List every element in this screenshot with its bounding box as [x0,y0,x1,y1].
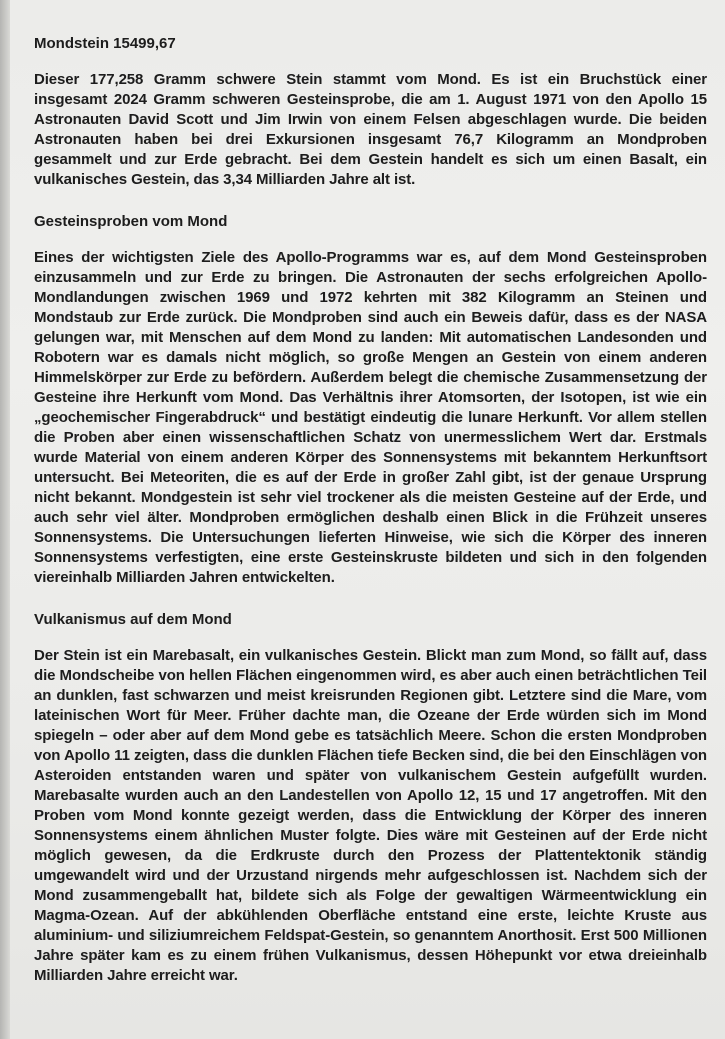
document-title: Mondstein 15499,67 [34,35,176,52]
section-body-vulkanismus: Der Stein ist ein Marebasalt, ein vulkanisches Gestein. Blickt man zum Mond, so fällt auf, dass die Mondscheibe von hellen Flächen eingenommen wird, es aber auch einen beträchtlichen Teil an dunklen, fast schwarzen und meist kreisrunden Regionen gibt. Letztere sind die Mare, vom lateinischen Wort für Meer. Früher dachte man, die Ozeane der Erde würden sich im Mond spiegeln – oder aber auf dem Mond gebe es tatsächlich Meere. Schon die ersten Mondproben von Apollo 11 zeigten, dass die dunklen Flächen tiefe Becken sind, die bei den Einschlägen von Asteroiden entstanden waren und später von vulkanischem Gestein aufgefüllt wurden. Marebasalte wurden auch an den Landestellen von Apollo 12, 15 und 17 angetroffen. Mit den Proben vom Mond konnte gezeigt werden, dass die Entwicklung der Körper des inneren Sonnensystems einem ähnlichen Muster folgte. Dies wäre mit Gesteinen auf der Erde nicht möglich gewesen, da die Erdkruste durch den Prozess der Plattentektonik ständig umgewandelt wird und der Urzustand nirgends mehr aufgeschlossen ist. Nachdem sich der Mond zusammengeballt hat, bildete sich als Folge der gewaltigen Wärmeentwicklung ein Magma-Ozean. Auf der abkühlenden Oberfläche entstand eine erste, leichte Kruste aus aluminium- und siliziumreichem Feldspat-Gestein, so genanntem Anorthosit. Erst 500 Millionen Jahre später kam es zu einem frühen Vulkanismus, dessen Höhepunkt vor etwa dreieinhalb Milliarden Jahre erreicht war. [34,647,707,984]
section-heading-gesteinsproben: Gesteinsproben vom Mond [34,213,228,230]
intro-paragraph: Dieser 177,258 Gramm schwere Stein stammt vom Mond. Es ist ein Bruchstück einer insgesamt 2024 Gramm schweren Gesteinsprobe, die am 1. August 1971 von den Apollo 15 Astronauten David Scott und Jim Irwin von einem Felsen abgeschlagen wurde. Die beiden Astronauten haben bei drei Exkursionen insgesamt 76,7 Kilogramm an Mondproben gesammelt und zur Erde gebracht. Bei dem Gestein handelt es sich um einen Basalt, ein vulkanisches Gestein, das 3,34 Milliarden Jahre alt ist. [34,71,707,188]
section-body-gesteinsproben: Eines der wichtigsten Ziele des Apollo-Programms war es, auf dem Mond Gesteinsproben einzusammeln und zur Erde zu bringen. Die Astronauten der sechs erfolgreichen Apollo-Mondlandungen zwischen 1969 und 1972 kehrten mit 382 Kilogramm an Steinen und Mondstaub zur Erde zurück. Die Mondproben sind auch ein Beweis dafür, dass es der NASA gelungen war, mit Menschen auf dem Mond zu landen: Mit automatischen Landesonden und Robotern war es damals nicht möglich, so große Mengen an Gestein von einem anderen Himmelskörper zur Erde zu befördern. Außerdem belegt die chemische Zusammensetzung der Gesteine ihre Herkunft vom Mond. Das Verhältnis ihrer Atomsorten, der Isotopen, ist wie ein „geochemischer Fingerabdruck“ und bestätigt eindeutig die lunare Herkunft. Vor allem stellen die Proben aber einen wissenschaftlichen Schatz von unermesslichem Wert dar. Erstmals wurde Material von einem anderen Körper des Sonnensystems mit bekanntem Herkunftsort untersucht. Bei Meteoriten, die es auf der Erde in großer Zahl gibt, ist der genaue Ursprung nicht bekannt. Mondgestein ist sehr viel trockener als die meisten Gesteine auf der Erde, und auch sehr viel älter. Mondproben ermöglichen deshalb einen Blick in die Frühzeit unseres Sonnensystems. Die Untersuchungen lieferten Hinweise, wie sich die Körper des inneren Sonnensystems verfestigten, eine erste Gesteinskruste bildeten und sich in den folgenden viereinhalb Milliarden Jahren entwickelten. [34,249,707,586]
panel-frame-edge [0,0,10,1039]
section-heading-vulkanismus: Vulkanismus auf dem Mond [34,611,232,628]
